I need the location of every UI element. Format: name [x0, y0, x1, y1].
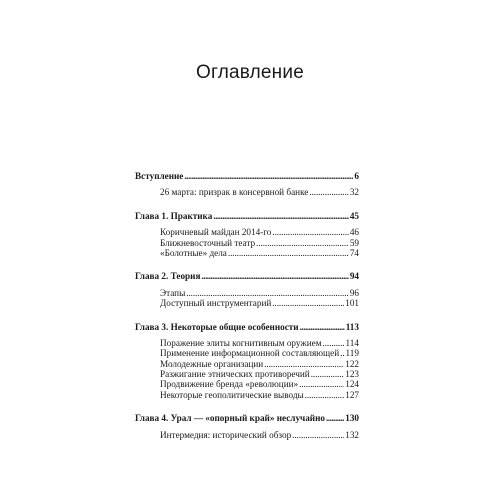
toc-leader-dots — [300, 322, 345, 332]
toc-entry-label: Поражение элиты когнитивным оружием — [160, 337, 322, 348]
toc-leader-dots — [309, 187, 348, 197]
toc-entry-label: Вступление — [135, 171, 184, 181]
toc-entry-label: Применение информационной составляющей — [160, 348, 340, 359]
toc-entry — [135, 322, 359, 332]
toc-leader-dots — [323, 338, 345, 348]
toc-entry-page: 127 — [345, 389, 359, 400]
toc-entry-page: 119 — [345, 348, 359, 359]
toc-entry — [135, 298, 359, 308]
table-of-contents — [135, 171, 359, 440]
toc-entry-page: 124 — [345, 379, 359, 390]
toc-entry — [135, 348, 359, 358]
toc-entry — [135, 390, 359, 400]
toc-entry-label: 26 марта: призрак в консервной банке — [160, 187, 309, 198]
toc-leader-dots — [201, 271, 348, 281]
toc-leader-dots — [311, 369, 345, 379]
toc-entry — [135, 359, 359, 369]
toc-entry-label: «Болотные» дела — [160, 247, 227, 258]
toc-entry — [135, 227, 359, 237]
toc-entry-page: 123 — [345, 369, 359, 380]
toc-leader-dots — [256, 238, 349, 248]
toc-entry — [135, 271, 359, 281]
toc-entry-page: 101 — [345, 298, 359, 309]
toc-entry — [135, 369, 359, 379]
toc-leader-dots — [184, 171, 353, 181]
toc-entry-label: Глава 1. Практика — [135, 210, 213, 221]
toc-entry-page: 130 — [345, 413, 359, 424]
toc-entry-page: 114 — [345, 337, 359, 348]
toc-entry — [135, 413, 359, 423]
toc-entry-label: Глава 4. Урал — «опорный край» неслучайно — [135, 413, 325, 424]
toc-entry-label: Глава 2. Теория — [135, 271, 201, 282]
toc-entry — [135, 248, 359, 258]
toc-entry-label: Интермедия: исторический обзор — [160, 429, 292, 440]
toc-leader-dots — [272, 298, 344, 308]
toc-leader-dots — [186, 288, 349, 298]
toc-entry-label: Доступный инструментарий — [160, 298, 272, 309]
page-title: Оглавление — [196, 62, 304, 83]
toc-leader-dots — [292, 430, 344, 440]
toc-entry-label: Некоторые геополитические выводы — [160, 389, 304, 400]
toc-entry — [135, 338, 359, 348]
toc-leader-dots — [213, 211, 349, 221]
toc-entry-label: Коричневый майдан 2014-го — [160, 227, 272, 238]
toc-entry-page: 132 — [345, 429, 359, 440]
toc-leader-dots — [305, 390, 345, 400]
toc-leader-dots — [272, 227, 348, 237]
toc-entry-label: Ближневосточный театр — [160, 237, 256, 248]
toc-entry — [135, 211, 359, 221]
toc-entry-label: Разжигание этнических противоречий — [160, 369, 310, 380]
toc-leader-dots — [264, 359, 344, 369]
toc-entry-page: 94 — [349, 271, 359, 282]
toc-entry-page: 6 — [354, 171, 359, 181]
toc-entry-page: 59 — [349, 237, 359, 248]
toc-entry-page: 32 — [349, 187, 359, 198]
toc-entry-page: 45 — [349, 210, 359, 221]
toc-entry — [135, 187, 359, 197]
toc-entry — [135, 379, 359, 389]
toc-entry-page: 96 — [349, 287, 359, 298]
toc-entry-label: Этапы — [160, 287, 186, 298]
toc-entry-page: 122 — [345, 358, 359, 369]
toc-leader-dots — [228, 248, 349, 258]
toc-entry — [135, 288, 359, 298]
toc-entry — [135, 430, 359, 440]
toc-entry-label: Молодежные организации — [160, 358, 264, 369]
toc-entry — [135, 238, 359, 248]
toc-entry-page: 74 — [349, 247, 359, 258]
toc-leader-dots — [299, 379, 344, 389]
toc-entry-page: 113 — [345, 321, 359, 332]
toc-entry-label: Глава 3. Некоторые общие особенности — [135, 321, 299, 332]
toc-leader-dots — [340, 348, 344, 358]
toc-leader-dots — [326, 413, 344, 423]
toc-entry — [135, 171, 359, 181]
toc-entry-page: 46 — [349, 227, 359, 238]
toc-entry-label: Продвижение бренда «революции» — [160, 379, 299, 390]
